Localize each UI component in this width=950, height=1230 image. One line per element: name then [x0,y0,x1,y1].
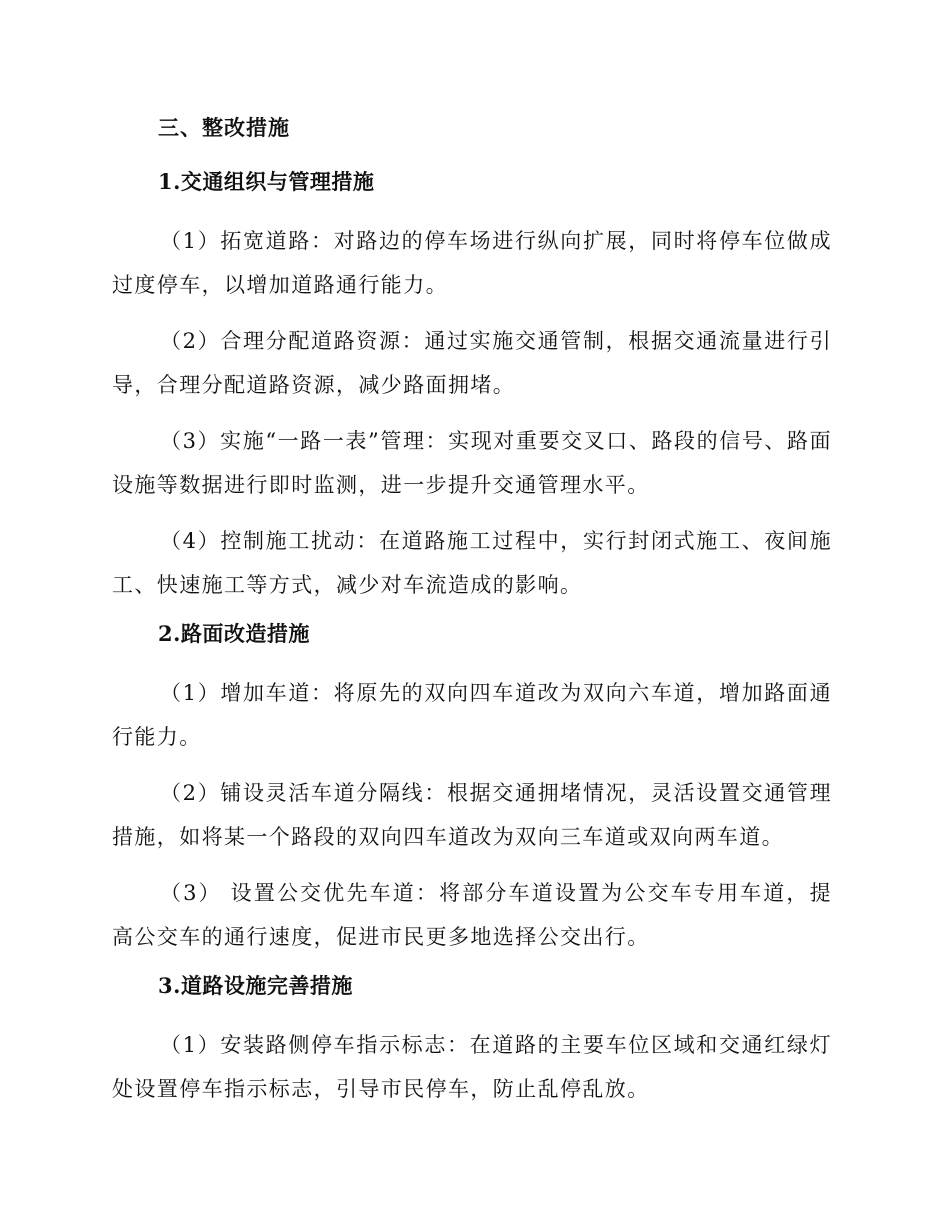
paragraph-widen-road: （1）拓宽道路：对路边的停车场进行纵向扩展，同时将停车位做成过度停车，以增加道路通行能力。 [112,229,832,297]
paragraph-add-lanes: （1）增加车道：将原先的双向四车道改为双向六车道，增加路面通行能力。 [112,681,832,749]
paragraph-allocate-road-resources: （2）合理分配道路资源：通过实施交通管制，根据交通流量进行引导，合理分配道路资源，减少路面拥堵。 [112,329,832,397]
document-body [112,113,832,1123]
subsection-heading-road-renovation: 2.路面改造措施 [158,621,310,646]
paragraph-flexible-lane-dividers: （2）铺设灵活车道分隔线：根据交通拥堵情况，灵活设置交通管理措施，如将某一个路段的双向四车道改为双向三车道或双向两车道。 [112,781,832,849]
paragraph-parking-signs: （1）安装路侧停车指示标志：在道路的主要车位区域和交通红绿灯处设置停车指示标志，引导市民停车，防止乱停乱放。 [112,1033,832,1101]
paragraph-bus-priority-lane: （3） 设置公交优先车道：将部分车道设置为公交车专用车道，提高公交车的通行速度，促进市民更多地选择公交出行。 [112,881,832,949]
paragraph-one-road-one-table: （3）实施“一路一表”管理：实现对重要交叉口、路段的信号、路面设施等数据进行即时监测，进一步提升交通管理水平。 [112,429,832,497]
paragraph-control-construction: （4）控制施工扰动：在道路施工过程中，实行封闭式施工、夜间施工、快速施工等方式，减少对车流造成的影响。 [112,529,832,597]
section-title: 三、整改措施 [158,115,290,140]
subsection-heading-road-facilities: 3.道路设施完善措施 [158,973,353,998]
subsection-heading-traffic-management: 1.交通组织与管理措施 [158,169,375,194]
